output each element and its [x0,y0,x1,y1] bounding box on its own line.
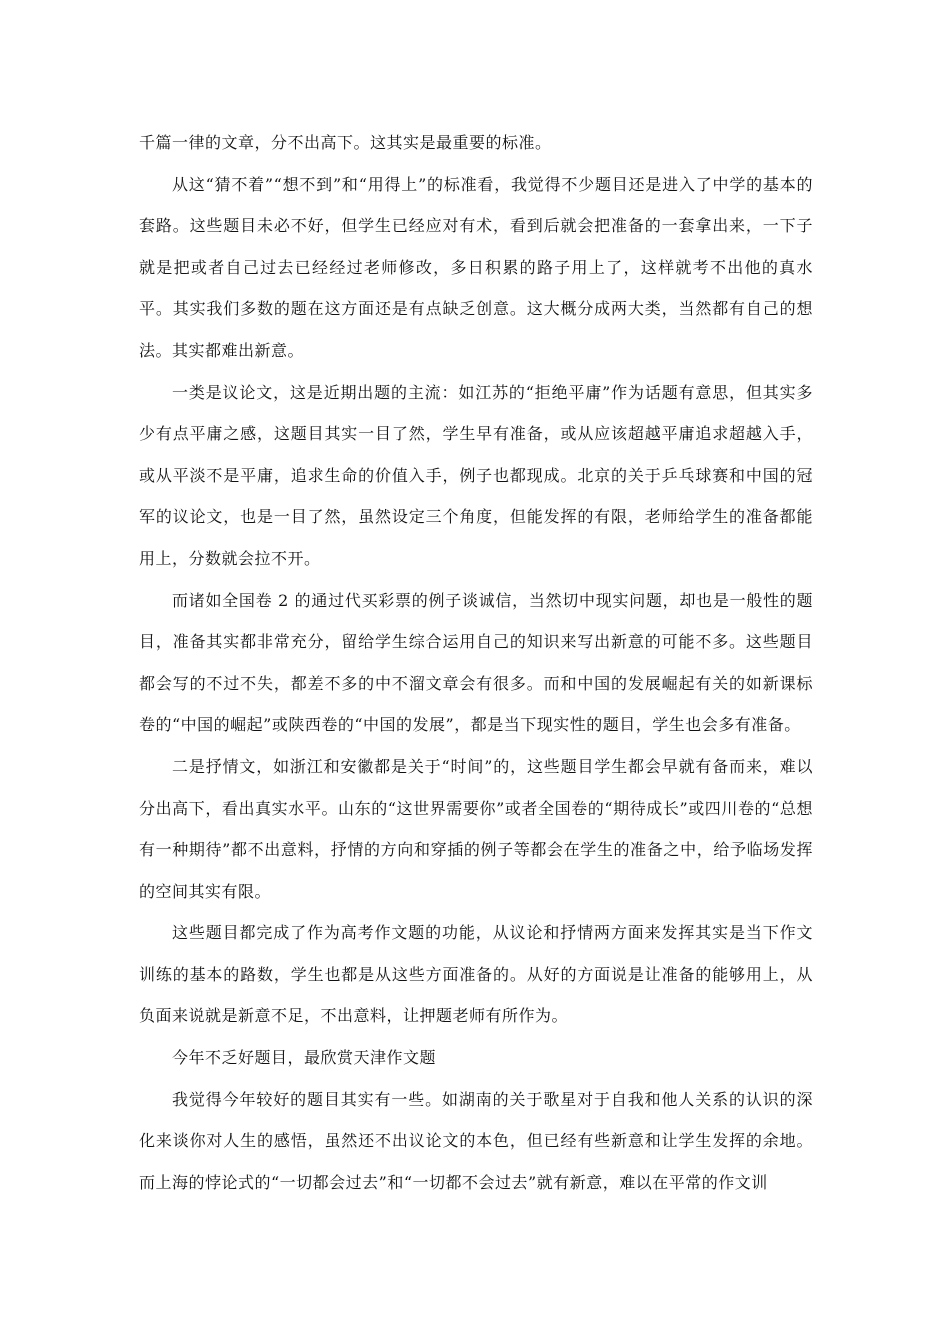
paragraph: 这些题目都完成了作为高考作文题的功能，从议论和抒情两方面来发挥其实是当下作文训练的基本的路数，学生也都是从这些方面准备的。从好的方面说是让准备的能够用上，从负面来说就是新意不足，不出意料，让押题老师有所作为。 [139,923,813,1026]
article-body [139,122,813,1203]
paragraph: 二是抒情文，如浙江和安徽都是关于“时间”的，这些题目学生都会早就有备而来，难以分出高下，看出真实水平。山东的“这世界需要你”或者全国卷的“期待成长”或四川卷的“总想有一种期待”都不出意料，抒情的方向和穿插的例子等都会在学生的准备之中，给予临场发挥的空间其实有限。 [139,756,813,901]
paragraph: 从这“猜不着”“想不到”和“用得上”的标准看，我觉得不少题目还是进入了中学的基本的套路。这些题目未必不好，但学生已经应对有术，看到后就会把准备的一套拿出来，一下子就是把或者自己过去已经经过老师修改，多日积累的路子用上了，这样就考不出他的真水平。其实我们多数的题在这方面还是有点缺乏创意。这大概分成两大类，当然都有自己的想法。其实都难出新意。 [139,174,813,360]
paragraph: 一类是议论文，这是近期出题的主流：如江苏的“拒绝平庸”作为话题有意思，但其实多少有点平庸之感，这题目其实一目了然，学生早有准备，或从应该超越平庸追求超越入手，或从平淡不是平庸，追求生命的价值入手，例子也都现成。北京的关于乒乓球赛和中国的冠军的议论文，也是一目了然，虽然设定三个角度，但能发挥的有限，老师给学生的准备都能用上，分数就会拉不开。 [139,382,813,568]
paragraph: 而诸如全国卷 2 的通过代买彩票的例子谈诚信，当然切中现实问题，却也是一般性的题目，准备其实都非常充分，留给学生综合运用自己的知识来写出新意的可能不多。这些题目都会写的不过不失，都差不多的中不溜文章会有很多。而和中国的发展崛起有关的如新课标卷的“中国的崛起”或陕西卷的“中国的发展”，都是当下现实性的题目，学生也会多有准备。 [139,590,813,735]
paragraph-continuation: 千篇一律的文章，分不出高下。这其实是最重要的标准。 [139,133,552,152]
section-heading: 今年不乏好题目，最欣赏天津作文题 [172,1048,437,1068]
paragraph: 我觉得今年较好的题目其实有一些。如湖南的关于歌星对于自我和他人关系的认识的深化来谈你对人生的感悟，虽然还不出议论文的本色，但已经有些新意和让学生发挥的余地。而上海的悖论式的“一切都会过去”和“一切都不会过去”就有新意，难以在平常的作文训 [139,1089,813,1192]
